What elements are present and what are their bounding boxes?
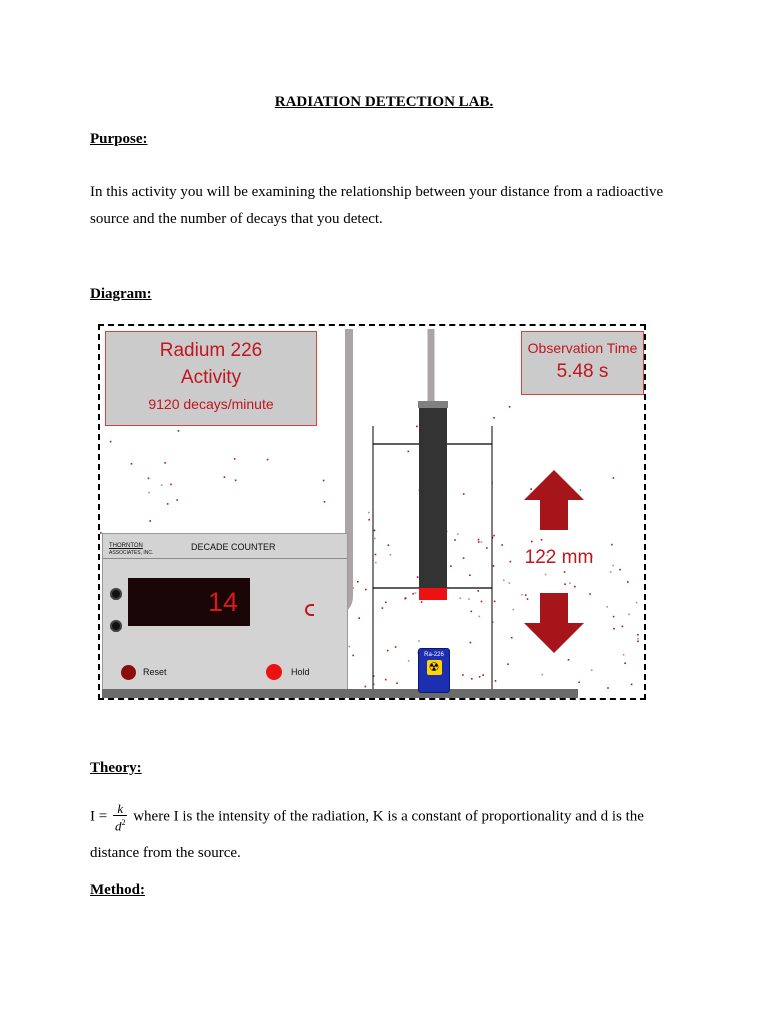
activity-label: Activity <box>180 367 242 388</box>
page-title: RADIATION DETECTION LAB. <box>274 94 494 110</box>
base-platform <box>102 689 578 698</box>
isotope-name: Radium 226 <box>159 340 263 361</box>
count-display: 14 <box>128 578 250 626</box>
move-up-arrow-icon[interactable] <box>522 468 586 532</box>
counter-brand: THORNTON <box>109 543 143 549</box>
counter-divider <box>103 558 347 559</box>
source-label: Ra-226 <box>424 652 444 658</box>
distance-readout: 122 mm <box>524 547 594 568</box>
cable-plug <box>305 604 314 616</box>
observation-time-label: Observation Time <box>527 340 638 356</box>
move-down-arrow-icon[interactable] <box>522 591 586 655</box>
formula-fraction <box>113 802 128 832</box>
reset-label: Reset <box>143 667 167 677</box>
geiger-detector[interactable] <box>419 408 447 590</box>
detector-cap <box>418 401 448 408</box>
simulation-diagram <box>98 324 646 700</box>
hold-button[interactable] <box>266 664 282 680</box>
radiation-hazard-icon: ☢ <box>427 660 442 675</box>
purpose-line-2: source and the number of decays that you detect. <box>90 211 383 227</box>
counter-brand-sub: ASSOCIATES, INC. <box>109 550 154 556</box>
formula-numerator: k <box>113 802 128 816</box>
theory-line-1: where I is the intensity of the radiation, K is a constant of proportionality and d is the <box>133 808 644 825</box>
radium-source[interactable] <box>418 648 450 693</box>
formula-denominator <box>113 816 128 832</box>
counter-jack-bottom <box>110 620 122 632</box>
formula-exponent: 2 <box>121 818 126 827</box>
counter-title: DECADE COUNTER <box>191 542 276 552</box>
counter-jack-top <box>110 588 122 600</box>
method-heading: Method: <box>90 882 145 898</box>
purpose-heading: Purpose: <box>90 131 148 147</box>
hold-label: Hold <box>291 667 310 677</box>
reset-button[interactable] <box>121 665 136 680</box>
observation-time-value: 5.48 s <box>556 361 609 382</box>
theory-line-2: distance from the source. <box>90 845 241 861</box>
theory-heading: Theory: <box>90 760 142 776</box>
formula-line <box>90 802 644 832</box>
activity-value: 9120 decays/minute <box>148 396 274 412</box>
formula-denominator-base: d <box>114 818 122 834</box>
formula-lhs: I = <box>90 808 108 825</box>
detector-window <box>419 588 447 600</box>
diagram-heading: Diagram: <box>90 286 152 302</box>
purpose-line-1: In this activity you will be examining the relationship between your distance from a radioactive <box>90 184 664 200</box>
